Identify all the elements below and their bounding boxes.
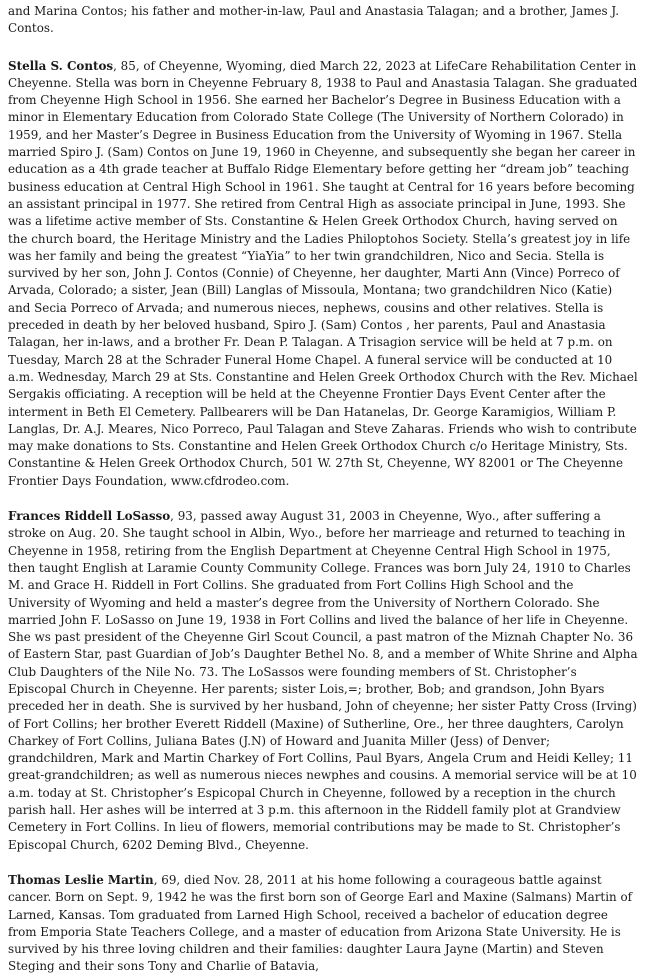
obituary-text: , 93, passed away August 31, 2003 in Cheyenne, Wyo., after suffering a stroke on Aug. 20. She taught school in Albin, Wyo., before her marrieage and returned to teaching in Cheyenne in 1958, retiring from the English Department at Cheyenne Central High School in 1975, then taught English at Laramie County Community College. Frances was born July 24, 1910 to Charles M. and Grace H. Riddell in Fort Collins. She graduated from Fort Collins High School and the University of Wyoming and held a master’s degree from the University of Northern Colorado. She married John F. LoSasso on June 19, 1938 in Fort Collins and lived the balance of her life in Cheyenne. She ws past president of the Cheyenne Girl Scout Council, a past matron of the Miznah Chapter No. 36 of Eastern Star, past Guardian of Job’s Daughter Bethel No. 8, and a member of White Shrine and Alpha Club Daughters of the Nile No. 73. The LoSassos were founding members of St. Christopher’s Episcopal Church in Cheyenne. Her parents; sister Lois,=; brother, Bob; and grandson, John Byars preceded her in death. She is survived by her husband, John of cheyenne; her sister Patty Cross (Irving) of Fort Collins; her brother Everett Riddell (Maxine) of Sutherline, Ore., her three daughters, Carolyn Charkey of Fort Collins, Juliana Bates (J.N) of Howard and Juanita Miller (Jess) of Denver; grandchildren, Mark and Martin Charkey of Fort Collins, Paul Byars, Angela Crum and Heidi Kelley; 11 great-grandchildren; as well as numerous nieces newphes and cousins. A memorial service will be at 10 a.m. today at St. Christopher’s Espicopal Church in Cheyenne, followed by a reception in the church parish hall. Her ashes will be interred at 3 p.m. this afternoon in the Riddell family plot at Grandview Cemetery in Fort Collins. In lieu of flowers, memorial contributions may be made to St. Christopher’s Episcopal Church, 6202 Deming Blvd., Cheyenne. [8,509,638,852]
obituary-thomas-martin [8,872,638,976]
obituary-name: Stella S. Contos [8,58,114,73]
obituary-name: Frances Riddell LoSasso [8,509,171,524]
obituary-frances-losasso [8,508,638,854]
obituary-stella-contos [8,58,638,490]
obituary-text: , 85, of Cheyenne, Wyoming, died March 22, 2023 at LifeCare Rehabilitation Center in Cheyenne. Stella was born in Cheyenne February 8, 1938 to Paul and Anastasia Talagan. She graduated from Cheyenne High School in 1956. She earned her Bachelor’s Degree in Business Education with a minor in Elementary Education from Colorado State College (The University of Northern Colorado) in 1959, and her Master’s Degree in Business Education from the University of Wyoming in 1967. Stella married Spiro J. (Sam) Contos on June 19, 1960 in Cheyenne, and subsequently she began her career in education as a 4th grade teacher at Buffalo Ridge Elementary before getting her “dream job” teaching business education at Central High School in 1961. She taught at Central for 16 years before becoming an assistant principal in 1977. She retired from Central High as associate principal in June, 1993. She was a lifetime active member of Sts. Constantine & Helen Greek Orthodox Church, having served on the church board, the Heritage Ministry and the Ladies Philoptohos Society. Stella’s greatest joy in life was her family and being the greatest “YiaYia” to her twin grandchildren, Nico and Secia. Stella is survived by her son, John J. Contos (Connie) of Cheyenne, her daughter, Marti Ann (Vince) Porreco of Arvada, Colorado; a sister, Jean (Bill) Langlas of Missoula, Montana; two grandchildren Nico (Katie) and Secia Porreco of Arvada; and numerous nieces, nephews, cousins and other relatives. Stella is preceded in death by her beloved husband, Spiro J. (Sam) Contos , her parents, Paul and Anastasia Talagan, her in-laws, and a brother Fr. Dean P. Talagan. A Trisagion service will be held at 7 p.m. on Tuesday, March 28 at the Schrader Funeral Home Chapel. A funeral service will be conducted at 10 a.m. Wednesday, March 29 at Sts. Constantine and Helen Greek Orthodox Church with the Rev. Michael Sergakis officiating. A reception will be held at the Cheyenne Frontier Days Event Center after the interment in Beth El Cemetery. Pallbearers will be Dan Hatanelas, Dr. George Karamigios, William P. Langlas, Dr. A.J. Meares, Nico Porreco, Paul Talagan and Steve Zaharas. Friends who wish to contribute may make donations to Sts. Constantine and Helen Greek Orthodox Church c/o Heritage Ministry, Sts. Constantine & Helen Greek Orthodox Church, 501 W. 27th St, Cheyenne, WY 82001 or The Cheyenne Frontier Days Foundation, www.cfdrodeo.com. [8,58,638,488]
previous-obituary-continuation: and Marina Contos; his father and mother-in-law, Paul and Anastasia Talagan; and a brother, James J. Contos. [8,4,620,36]
obituary-text: , 69, died Nov. 28, 2011 at his home following a courageous battle against cancer. Born on Sept. 9, 1942 he was the first born son of George Earl and Maxine (Salmans) Martin of Larned, Kansas. Tom graduated from Larned High School, received a bachelor of education degree from Emporia State Teachers College, and a master of education from Arizona State University. He is survived by his three loving children and their families: daughter Laura Jayne (Martin) and Steven Steging and their sons Tony and Charlie of Batavia, [8,872,633,974]
obituary-name: Thomas Leslie Martin [8,872,154,887]
